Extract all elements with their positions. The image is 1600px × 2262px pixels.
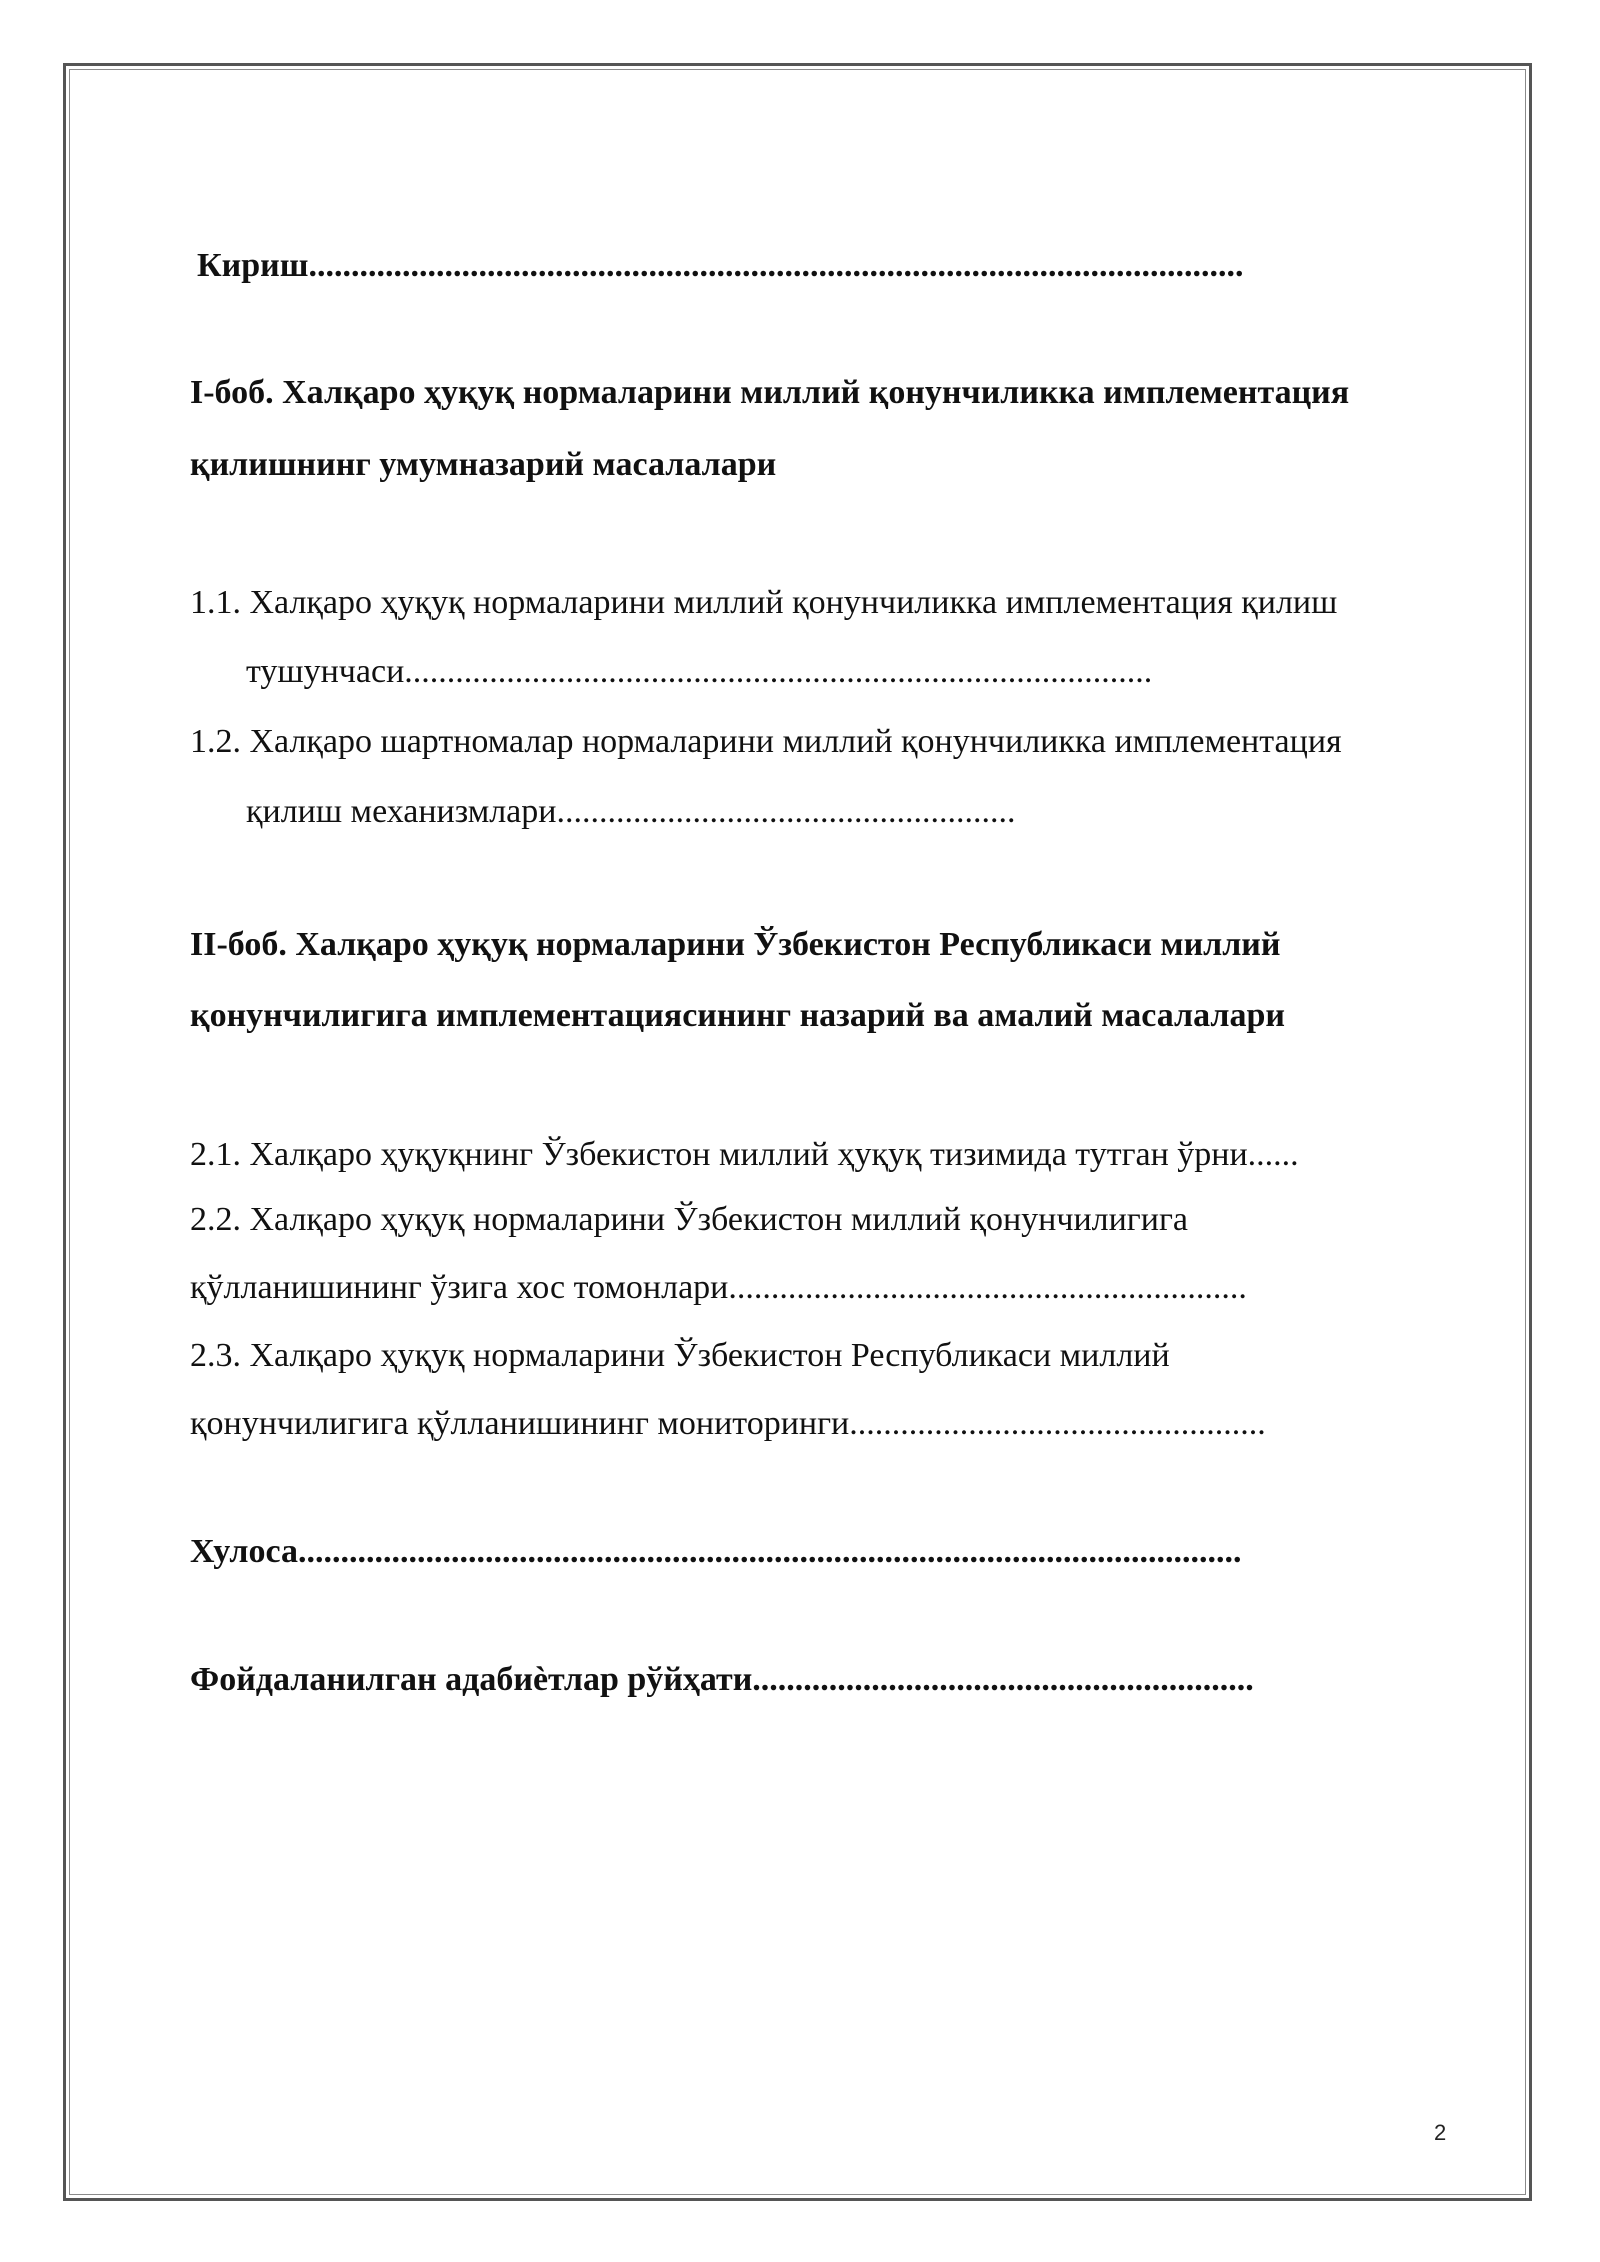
toc-item-2-3-line2: қонунчилигига қўлланишининг мониторинги................................................. bbox=[190, 1405, 1266, 1442]
page-number: 2 bbox=[1434, 2120, 1447, 2145]
toc-conclusion: Хулоса............................................................................................................... bbox=[190, 1533, 1242, 1570]
toc-item-1-1-line1: 1.1. Халқаро ҳуқуқ нормаларини миллий қонунчиликка имплементация қилиш bbox=[190, 584, 1338, 621]
toc-item-2-1: 2.1. Халқаро ҳуқуқнинг Ўзбекистон миллий ҳуқуқ тизимида тутган ўрни...... bbox=[190, 1136, 1299, 1173]
chapter2-title-line2: қонунчилигига имплементациясининг назарий ва амалий масалалари bbox=[190, 997, 1285, 1034]
toc-item-1-1-line2: тушунчаси........................................................................................ bbox=[246, 653, 1153, 690]
toc-item-1-2-line2: қилиш механизмлари...................................................... bbox=[246, 793, 1016, 830]
toc-item-2-3-line1: 2.3. Халқаро ҳуқуқ нормаларини Ўзбекистон Республикаси миллий bbox=[190, 1337, 1170, 1374]
toc-references: Фойдаланилган адабиѐтлар рўйҳати........................................................... bbox=[190, 1661, 1254, 1698]
toc-item-2-2-line2: қўлланишининг ўзига хос томонлари............................................................. bbox=[190, 1269, 1247, 1306]
toc-item-1-2-line1: 1.2. Халқаро шартномалар нормаларини миллий қонунчиликка имплементация bbox=[190, 723, 1342, 760]
chapter1-title-line2: қилишнинг умумназарий масалалари bbox=[190, 446, 777, 483]
toc-intro: Кириш.............................................................................................................. bbox=[197, 247, 1244, 284]
toc-item-2-2-line1: 2.2. Халқаро ҳуқуқ нормаларини Ўзбекистон миллий қонунчилигига bbox=[190, 1201, 1188, 1238]
chapter1-title-line1: I-боб. Халқаро ҳуқуқ нормаларини миллий қонунчиликка имплементация bbox=[190, 374, 1350, 411]
chapter2-title-line1: II-боб. Халқаро ҳуқуқ нормаларини Ўзбекистон Республикаси миллий bbox=[190, 926, 1281, 963]
